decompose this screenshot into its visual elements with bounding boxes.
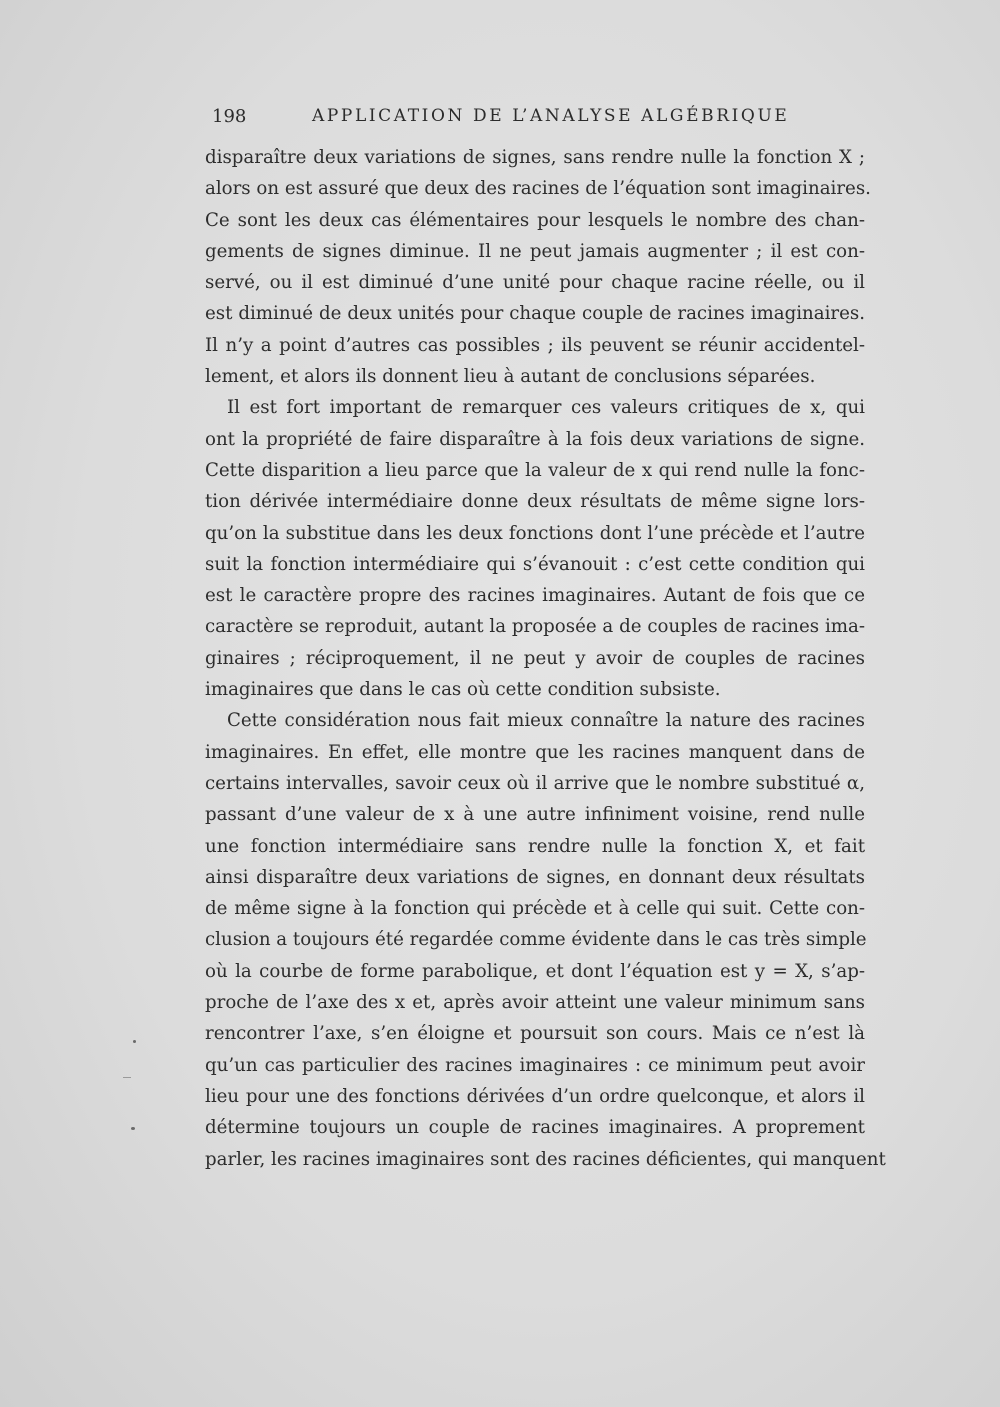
text-line: tion dérivée intermédiaire donne deux résultats de même signe lors- <box>205 491 865 513</box>
text-line: ginaires ; réciproquement, il ne peut y avoir de couples de racines <box>205 647 865 669</box>
text-line: suit la fonction intermédiaire qui s’évanouit : c’est cette condition qui <box>205 553 865 575</box>
text-line: clusion a toujours été regardée comme évidente dans le cas très simple <box>205 929 867 951</box>
text-line: où la courbe de forme parabolique, et dont l’équation est y = X, s’ap- <box>205 960 865 982</box>
text-line: de même signe à la fonction qui précède et à celle qui suit. Cette con- <box>205 898 865 920</box>
text-line: lieu pour une des fonctions dérivées d’un ordre quelconque, et alors il <box>205 1085 865 1107</box>
text-line: proche de l’axe des x et, après avoir atteint une valeur minimum sans <box>205 992 865 1014</box>
text-line: rencontrer l’axe, s’en éloigne et poursuit son cours. Mais ce n’est là <box>205 1023 865 1045</box>
text-line: passant d’une valeur de x à une autre infiniment voisine, rend nulle <box>205 804 865 826</box>
text-line: est le caractère propre des racines imaginaires. Autant de fois que ce <box>205 585 865 607</box>
text-line: qu’on la substitue dans les deux fonctions dont l’une précède et l’autre <box>205 522 865 544</box>
margin-speck <box>133 1040 136 1043</box>
text-line: imaginaires que dans le cas où cette condition subsiste. <box>205 679 721 701</box>
text-line: une fonction intermédiaire sans rendre nulle la fonction X, et fait <box>205 835 865 857</box>
text-line: alors on est assuré que deux des racines de l’équation sont imaginaires. <box>205 178 871 200</box>
text-line: parler, les racines imaginaires sont des racines déficientes, qui manquent <box>205 1148 886 1170</box>
text-line: Il n’y a point d’autres cas possibles ; ils peuvent se réunir accidentel- <box>205 334 865 356</box>
text-line: servé, ou il est diminué d’une unité pour chaque racine réelle, ou il <box>205 272 865 294</box>
text-line: ainsi disparaître deux variations de signes, en donnant deux résultats <box>205 866 865 888</box>
text-line: Cette disparition a lieu parce que la valeur de x qui rend nulle la fonc- <box>205 459 865 481</box>
text-line: est diminué de deux unités pour chaque couple de racines imaginaires. <box>205 303 865 325</box>
body-text <box>205 142 886 1175</box>
text-line: Il est fort important de remarquer ces valeurs critiques de x, qui <box>227 397 865 419</box>
text-line: Ce sont les deux cas élémentaires pour lesquels le nombre des chan- <box>205 209 865 231</box>
text-line: détermine toujours un couple de racines imaginaires. A proprement <box>205 1117 865 1139</box>
text-line: ont la propriété de faire disparaître à la fois deux variations de signe. <box>205 428 865 450</box>
text-line: imaginaires. En effet, elle montre que les racines manquent dans de <box>205 741 865 763</box>
margin-speck <box>131 1127 135 1130</box>
text-line: qu’un cas particulier des racines imaginaires : ce minimum peut avoir <box>205 1054 865 1076</box>
text-line: lement, et alors ils donnent lieu à autant de conclusions séparées. <box>205 366 816 388</box>
text-line: Cette considération nous fait mieux connaître la nature des racines <box>227 710 865 732</box>
running-head: APPLICATION DE L’ANALYSE ALGÉBRIQUE <box>312 106 790 126</box>
page-number: 198 <box>212 106 247 127</box>
margin-speck <box>123 1077 131 1078</box>
text-line: certains intervalles, savoir ceux où il arrive que le nombre substitué α, <box>205 772 865 794</box>
page-header <box>212 104 864 136</box>
text-line: gements de signes diminue. Il ne peut jamais augmenter ; il est con- <box>205 240 865 262</box>
text-line: disparaître deux variations de signes, sans rendre nulle la fonction X ; <box>205 147 865 168</box>
text-line: caractère se reproduit, autant la proposée a de couples de racines ima- <box>205 616 865 638</box>
